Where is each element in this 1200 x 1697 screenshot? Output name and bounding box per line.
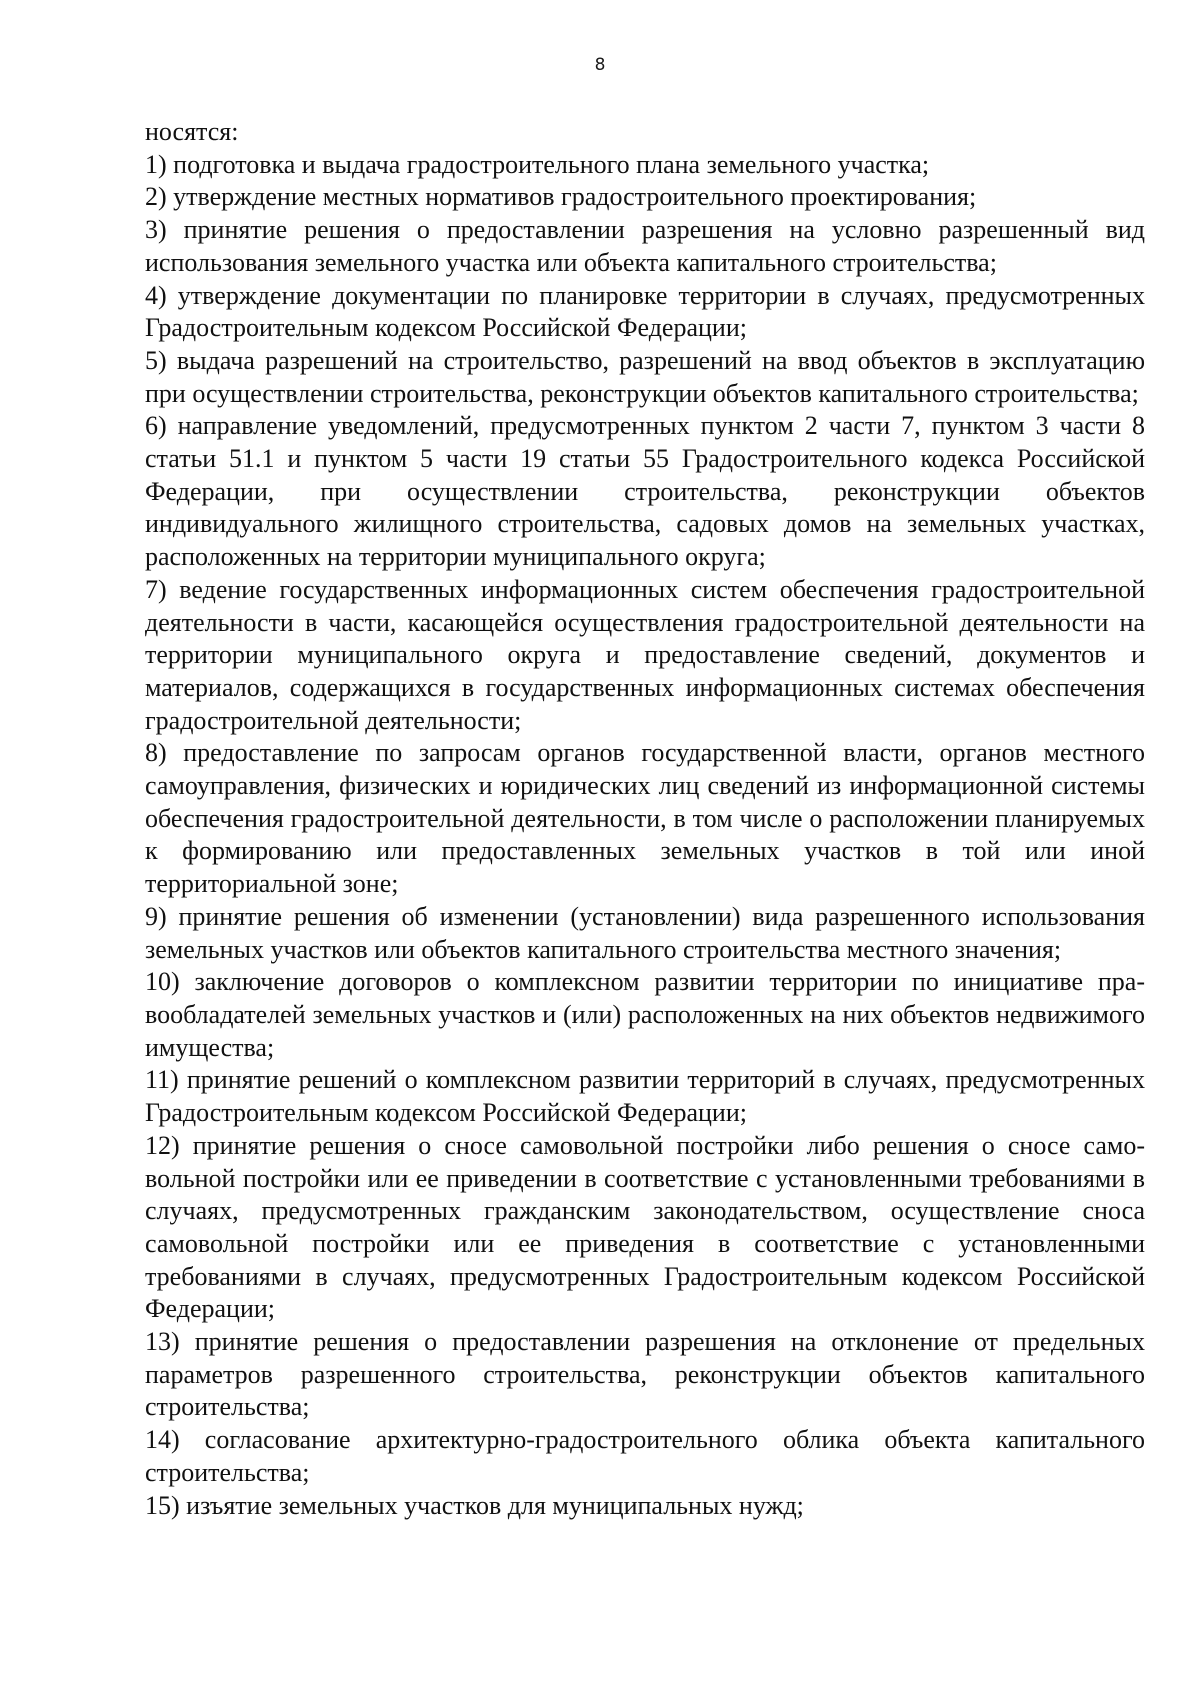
- list-item-5: 5) выдача разрешений на строительство, разрешений на ввод объектов в эксплуатацию при осуществлении строительства, реконструкции объектов капитального строительства;: [145, 345, 1145, 408]
- list-item-6: 6) направление уведомлений, предусмотренных пунктом 2 части 7, пунктом 3 части 8 статьи 51.1 и пунктом 5 части 19 статьи 55 Градостроительного кодекса Российской Федерации, при осуществлении строительства, реконструкции объектов индивидуального жилищного строительства, садовых домов на земельных участках, расположенных на территории муниципального округа;: [145, 411, 1145, 572]
- list-item-8: 8) предоставление по запросам органов государственной власти, органов местного самоуправления, физических и юридических лиц сведений из информационной системы обеспечения градостроительной деятельности, в том числе о расположении планируемых к формированию или предоставленных земельных участков в той или иной территориальной зоне;: [145, 738, 1145, 899]
- page-number: 8: [594, 55, 606, 75]
- list-item-9: 9) принятие решения об изменении (установлении) вида разрешенного использования земельных участков или объектов капитального строительства местного значения;: [145, 901, 1145, 964]
- list-item-12: 12) принятие решения о сносе самовольной постройки либо решения о сносе самовольной постройки или ее приведении в соответствие с установленными требованиями в случаях, предусмотренных гражданским законодательством, осуществление сноса самовольной постройки или ее приведения в соответствие с установленными требованиями в случаях, предусмотренных Градостроительным кодексом Российской Федерации;: [145, 1130, 1145, 1324]
- list-item-2: 2) утверждение местных нормативов градостроительного проектирования;: [145, 182, 977, 212]
- list-item-13: 13) принятие решения о предоставлении разрешения на отклонение от предельных параметров разрешенного строительства, реконструкции объектов капитального строительства;: [145, 1327, 1145, 1422]
- list-item-7: 7) ведение государственных информационных систем обеспечения градостроительной деятельности в части, касающейся осуществления градостроительной деятельности на территории муниципального округа и предоставление сведений, документов и материалов, содержащихся в государственных информационных системах обеспечения градостроительной деятельности;: [145, 574, 1145, 735]
- list-item-1: 1) подготовка и выдача градостроительного плана земельного участка;: [145, 149, 930, 179]
- list-item-3: 3) принятие решения о предоставлении разрешения на условно разрешенный вид использования земельного участка или объекта капитального строительства;: [145, 215, 1145, 277]
- list-item-11: 11) принятие решений о комплексном развитии территорий в случаях, предусмотренных Градостроительным кодексом Российской Федерации;: [145, 1065, 1145, 1128]
- document-body: [145, 116, 1145, 1522]
- list-item-14: 14) согласование архитектурно-градостроительного облика объекта капитального строительства;: [145, 1425, 1145, 1487]
- list-item-15: 15) изъятие земельных участков для муниципальных нужд;: [145, 1490, 804, 1520]
- list-item-10: 10) заключение договоров о комплексном развитии территории по инициативе правообладателей земельных участков и (или) расположенных на них объектов недвижимого имущества;: [145, 967, 1145, 1062]
- paragraph-continuation: носятся:: [145, 117, 239, 146]
- list-item-4: 4) утверждение документации по планировке территории в случаях, предусмотренных Градостроительным кодексом Российской Федерации;: [145, 280, 1145, 343]
